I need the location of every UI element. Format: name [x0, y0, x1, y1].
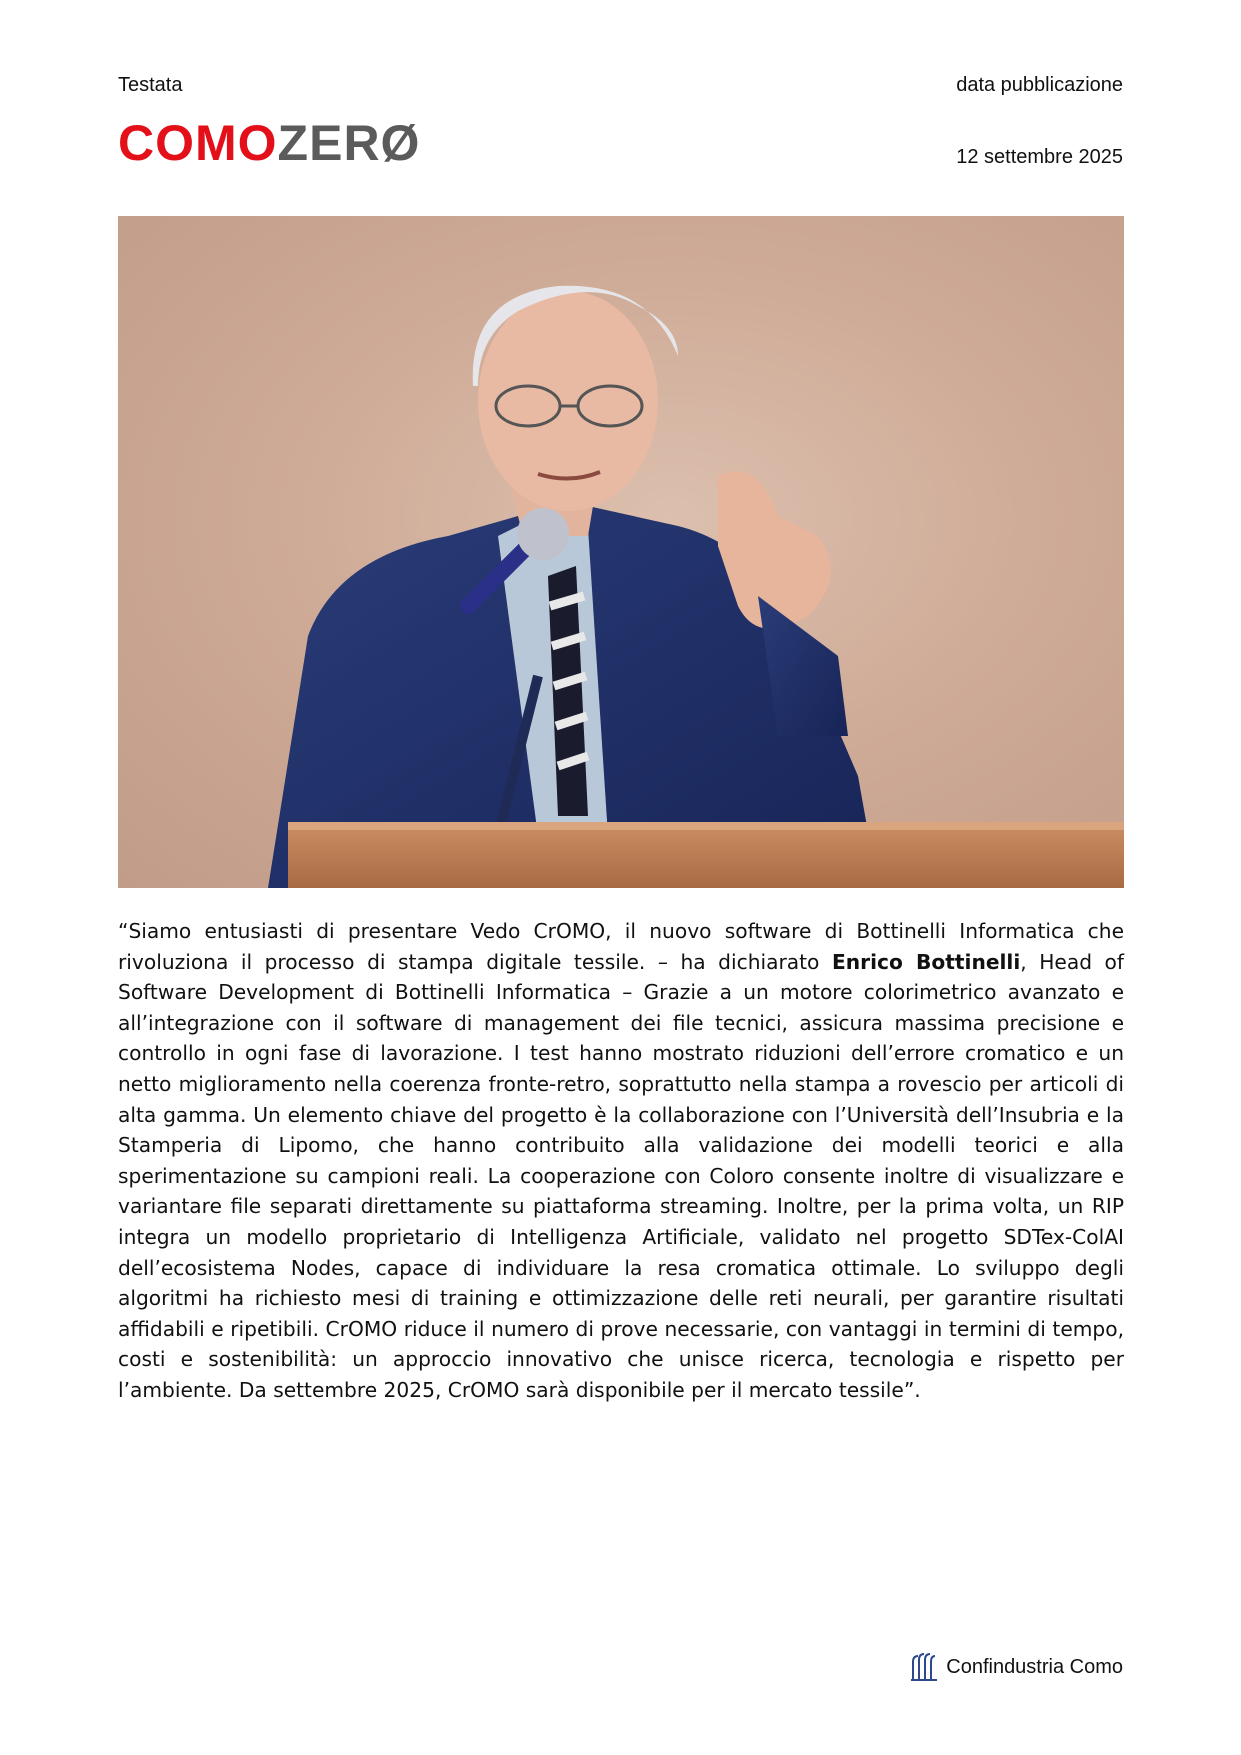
quote-text-end: , Head of Software Development di Bottinelli Informatica – Grazie a un motore colorimetrico avanzato e all’integrazione con il software di management dei file tecnici, assicura massima precisione e controllo in ogni fase di lavorazione. I test hanno mostrato riduzioni dell’errore cromatico e un netto miglioramento nella coerenza fronte-retro, soprattutto nella stampa a rovescio per articoli di alta gamma. Un elemento chiave del progetto è la collaborazione con l’Università dell’Insubria e la Stamperia di Lipomo, che hanno contribuito alla validazione dei modelli teorici e alla sperimentazione su campioni reali. La cooperazione con Coloro consente inoltre di visualizzare e variantare file separati direttamente su piattaforma streaming. Inoltre, per la prima volta, un RIP integra un modello proprietario di Intelligenza Artificiale, validato nel progetto SDTex-ColAI dell’ecosistema Nodes, capace di individuare la resa cromatica ottimale. Lo sviluppo degli algoritmi ha richiesto mesi di training e ottimizzazione delle reti neurali, per garantire risultati affidabili e ripetibili. CrOMO riduce il numero di prove necessarie, con vantaggi in termini di tempo, costi e sostenibilità: un approccio innovativo che unisce ricerca, tecnologia e rispetto per l’ambiente. Da settembre 2025, CrOMO sarà disponibile per il mercato tessile”. [118, 949, 1125, 1402]
footer-org-name: Confindustria Como [946, 1655, 1123, 1678]
speaker-illustration [118, 216, 1124, 888]
quote-text-start: “Siamo entusiasti di presentare Vedo CrOMO, il nuovo software di Bottinelli Informatica che rivoluziona il processo di stampa digitale tessile. – ha dichiarato [118, 919, 1124, 974]
publication-date: 12 settembre 2025 [956, 146, 1123, 168]
logo-part-zero: ZERØ [277, 115, 421, 171]
confindustria-logo-icon [910, 1652, 938, 1682]
article-body [118, 916, 1124, 1406]
speaker-name: Enrico Bottinelli [831, 949, 1021, 974]
footer-org [910, 1652, 1123, 1682]
comozero-logo [118, 115, 421, 171]
article-photo [118, 216, 1124, 888]
logo-part-como: COMO [118, 115, 278, 171]
date-label: data pubblicazione [956, 74, 1123, 96]
testata-label: Testata [118, 74, 183, 96]
